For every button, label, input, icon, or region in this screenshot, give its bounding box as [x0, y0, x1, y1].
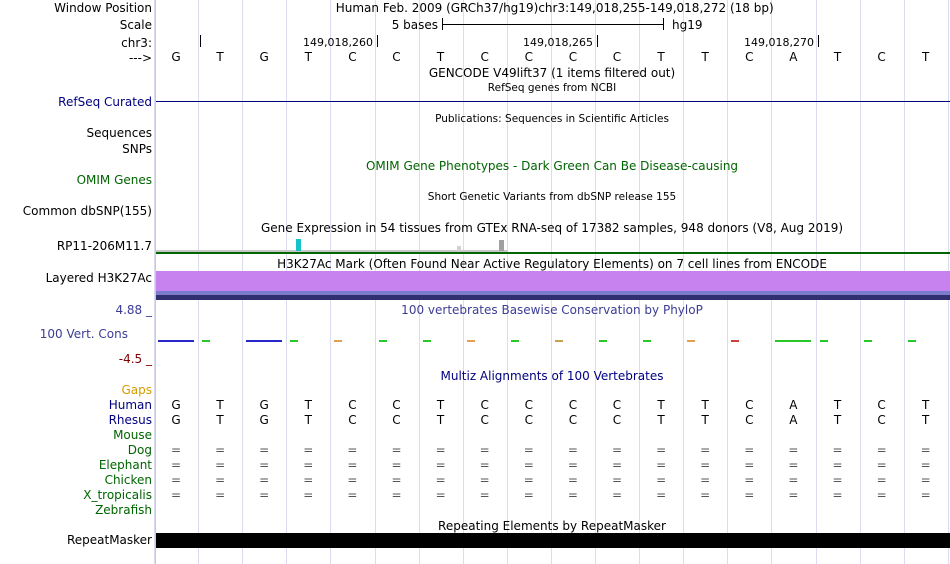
- alignment-base: T: [436, 413, 445, 427]
- alignment-base: =: [435, 443, 446, 457]
- alignment-base: =: [170, 473, 182, 487]
- species-label-zebrafish[interactable]: Zebrafish: [95, 503, 152, 517]
- reference-base: C: [877, 50, 886, 64]
- alignment-base: =: [876, 443, 887, 457]
- reference-base: T: [657, 50, 665, 64]
- scale-label: Scale: [119, 18, 152, 32]
- alignment-base: =: [391, 473, 402, 487]
- alignment-base: C: [745, 398, 754, 412]
- phylop-score-mark[interactable]: [511, 340, 519, 342]
- alignment-base: =: [876, 458, 887, 472]
- alignment-base: =: [832, 443, 843, 457]
- alignment-base: =: [303, 473, 314, 487]
- alignment-base: G: [259, 398, 269, 412]
- phylop-track-title: 100 vertebrates Basewise Conservation by PhyloP: [401, 303, 703, 317]
- reference-base: T: [216, 50, 224, 64]
- alignment-base: =: [170, 488, 182, 502]
- alignment-base: =: [611, 473, 623, 487]
- phylop-score-mark[interactable]: [423, 340, 431, 342]
- ruler-tick: [818, 35, 819, 47]
- alignment-base: C: [612, 398, 622, 412]
- gtex-expression-bar-grey[interactable]: [499, 240, 504, 251]
- ruler-position-label: 149,018,270: [744, 36, 814, 49]
- alignment-base: C: [480, 413, 489, 427]
- alignment-base: =: [391, 443, 402, 457]
- alignment-base: =: [259, 443, 270, 457]
- alignment-base: =: [347, 473, 358, 487]
- dbsnp-track-label[interactable]: Common dbSNP(155): [22, 204, 152, 218]
- alignment-base: =: [479, 458, 490, 472]
- phylop-min-label: -4.5 _: [118, 352, 152, 366]
- alignment-base: T: [657, 398, 665, 412]
- alignment-base: C: [877, 398, 886, 412]
- reference-base: C: [612, 50, 622, 64]
- alignment-base: =: [347, 488, 358, 502]
- refseq-gene-line[interactable]: [156, 101, 950, 102]
- snps-track-label[interactable]: SNPs: [122, 142, 152, 156]
- phylop-score-mark[interactable]: [599, 340, 607, 342]
- reference-base: C: [480, 50, 489, 64]
- alignment-base: =: [347, 458, 358, 472]
- gtex-baseline: [156, 252, 950, 254]
- alignment-base: =: [788, 458, 799, 472]
- alignment-base: =: [347, 443, 358, 457]
- alignment-base: =: [920, 473, 931, 487]
- species-label-dog[interactable]: Dog: [127, 443, 152, 457]
- reference-base: C: [392, 50, 401, 64]
- alignment-base: =: [744, 488, 755, 502]
- ruler-tick: [200, 35, 201, 47]
- alignment-base: =: [567, 458, 578, 472]
- alignment-base: G: [259, 413, 269, 427]
- db-label: hg19: [672, 18, 703, 32]
- h3k27ac-track-title: H3K27Ac Mark (Often Found Near Active Regulatory Elements) on 7 cell lines from ENCODE: [277, 257, 827, 271]
- reference-base: G: [171, 50, 181, 64]
- alignment-base: =: [700, 488, 711, 502]
- alignment-base: C: [392, 413, 401, 427]
- alignment-base: =: [832, 473, 843, 487]
- position-title[interactable]: chr3:149,018,255-149,018,272 (18 bp): [538, 1, 774, 15]
- alignment-base: =: [656, 473, 667, 487]
- phylop-score-mark[interactable]: [379, 340, 387, 342]
- alignment-base: =: [259, 473, 270, 487]
- alignment-base: =: [611, 488, 623, 502]
- alignment-base: =: [479, 488, 490, 502]
- species-label-mouse[interactable]: Mouse: [113, 428, 152, 442]
- repeatmasker-track-label[interactable]: RepeatMasker: [66, 533, 152, 547]
- alignment-base: C: [348, 398, 357, 412]
- alignment-base: =: [832, 458, 843, 472]
- sequences-track-label[interactable]: Sequences: [86, 126, 152, 140]
- alignment-base: =: [215, 473, 226, 487]
- alignment-base: =: [920, 488, 931, 502]
- chrom-label: chr3:: [121, 36, 152, 50]
- alignment-base: =: [523, 443, 534, 457]
- alignment-base: G: [171, 413, 181, 427]
- reference-base: C: [524, 50, 533, 64]
- alignment-base: =: [788, 488, 799, 502]
- omim-track-title: OMIM Gene Phenotypes - Dark Green Can Be Disease-causing: [365, 159, 739, 173]
- alignment-base: =: [523, 458, 534, 472]
- alignment-base: =: [435, 473, 446, 487]
- gtex-expression-bar-small[interactable]: [457, 246, 461, 251]
- alignment-base: T: [304, 398, 312, 412]
- h3k27ac-signal-layer3[interactable]: [156, 295, 950, 300]
- alignment-base: =: [700, 473, 711, 487]
- alignment-base: A: [789, 398, 798, 412]
- gtex-track-title: Gene Expression in 54 tissues from GTEx RNA-seq of 17382 samples, 948 donors (V8, Aug 2019): [260, 221, 844, 235]
- phylop-score-mark[interactable]: [334, 340, 342, 342]
- alignment-base: =: [656, 443, 667, 457]
- phylop-score-mark[interactable]: [555, 340, 563, 342]
- species-label-chicken[interactable]: Chicken: [104, 473, 152, 487]
- ruler-tick: [377, 35, 378, 47]
- gencode-track-title[interactable]: GENCODE V49lift37 (1 items filtered out): [428, 66, 676, 80]
- phylop-track-label[interactable]: 100 Vert. Cons: [39, 327, 128, 341]
- phylop-score-mark[interactable]: [820, 340, 828, 342]
- alignment-base: =: [700, 443, 711, 457]
- h3k27ac-signal[interactable]: [156, 271, 950, 291]
- alignment-base: T: [436, 398, 445, 412]
- publications-track-title: Publications: Sequences in Scientific Articles: [435, 113, 669, 125]
- alignment-base: T: [701, 398, 709, 412]
- scale-bar-end: [663, 18, 664, 30]
- alignment-base: =: [656, 458, 667, 472]
- ruler-position-label: 149,018,260: [303, 36, 373, 49]
- alignment-base: T: [922, 413, 930, 427]
- alignment-base: =: [479, 443, 490, 457]
- phylop-score-mark[interactable]: [290, 340, 298, 342]
- assembly-title[interactable]: Human Feb. 2009 (GRCh37/hg19): [335, 1, 539, 15]
- alignment-base: =: [611, 443, 623, 457]
- species-label-human[interactable]: Human: [108, 398, 152, 412]
- alignment-base: =: [567, 443, 578, 457]
- alignment-base: =: [215, 443, 226, 457]
- alignment-base: =: [259, 488, 270, 502]
- alignment-base: =: [876, 488, 887, 502]
- alignment-base: T: [833, 413, 842, 427]
- reference-base: T: [304, 50, 312, 64]
- alignment-base: =: [876, 473, 887, 487]
- species-label-rhesus[interactable]: Rhesus: [108, 413, 152, 427]
- gaps-label: Gaps: [121, 383, 152, 397]
- alignment-base: C: [480, 398, 489, 412]
- alignment-base: G: [171, 398, 181, 412]
- refseq-track-label[interactable]: RefSeq Curated: [58, 95, 152, 109]
- alignment-base: =: [303, 443, 314, 457]
- reference-base: C: [568, 50, 578, 64]
- reference-base: T: [922, 50, 930, 64]
- alignment-base: C: [877, 413, 886, 427]
- repeatmasker-track-title: Repeating Elements by RepeatMasker: [438, 519, 666, 533]
- alignment-base: =: [744, 473, 755, 487]
- refseq-track-subtitle: RefSeq genes from NCBI: [487, 82, 617, 94]
- scale-bar-start: [442, 18, 443, 30]
- scale-value: 5 bases: [391, 18, 438, 32]
- alignment-base: T: [304, 413, 312, 427]
- alignment-base: =: [567, 473, 578, 487]
- alignment-base: T: [922, 398, 930, 412]
- alignment-base: C: [524, 413, 533, 427]
- gtex-expression-bar[interactable]: [296, 239, 301, 251]
- ruler-tick: [597, 35, 598, 47]
- alignment-base: =: [259, 458, 270, 472]
- reference-base: G: [259, 50, 269, 64]
- alignment-base: =: [435, 458, 446, 472]
- multiz-track-title: Multiz Alignments of 100 Vertebrates: [440, 369, 664, 383]
- scale-bar: [442, 24, 664, 25]
- gtex-track-label[interactable]: RP11-206M11.7: [56, 239, 152, 253]
- species-label-elephant[interactable]: Elephant: [98, 458, 152, 472]
- omim-track-label[interactable]: OMIM Genes: [76, 173, 152, 187]
- phylop-score-mark[interactable]: [158, 340, 194, 342]
- alignment-base: =: [170, 458, 182, 472]
- species-label-x_tropicalis[interactable]: X_tropicalis: [83, 488, 152, 502]
- alignment-base: C: [568, 413, 578, 427]
- alignment-base: C: [392, 398, 401, 412]
- alignment-base: =: [303, 458, 314, 472]
- alignment-base: =: [744, 443, 755, 457]
- reference-base: T: [701, 50, 709, 64]
- alignment-base: =: [523, 473, 534, 487]
- alignment-base: =: [567, 488, 578, 502]
- alignment-base: =: [656, 488, 667, 502]
- phylop-score-mark[interactable]: [731, 340, 739, 342]
- reference-base: C: [348, 50, 357, 64]
- alignment-base: =: [788, 473, 799, 487]
- phylop-score-mark[interactable]: [643, 340, 651, 342]
- phylop-score-mark[interactable]: [687, 340, 695, 342]
- phylop-max-label: 4.88 _: [115, 303, 152, 317]
- alignment-base: A: [789, 413, 798, 427]
- phylop-score-mark[interactable]: [908, 340, 916, 342]
- alignment-base: =: [170, 443, 182, 457]
- alignment-base: T: [833, 398, 842, 412]
- reference-base: T: [436, 50, 445, 64]
- alignment-base: T: [701, 413, 709, 427]
- alignment-base: =: [391, 488, 402, 502]
- alignment-base: =: [479, 473, 490, 487]
- reference-base: C: [745, 50, 754, 64]
- alignment-base: =: [303, 488, 314, 502]
- reference-base: A: [789, 50, 798, 64]
- phylop-score-mark[interactable]: [864, 340, 872, 342]
- alignment-base: =: [435, 488, 446, 502]
- alignment-base: =: [215, 458, 226, 472]
- alignment-base: T: [216, 413, 224, 427]
- alignment-base: =: [920, 458, 931, 472]
- phylop-score-mark[interactable]: [202, 340, 210, 342]
- grid-line: [154, 0, 155, 564]
- alignment-base: =: [744, 458, 755, 472]
- h3k27ac-track-label[interactable]: Layered H3K27Ac: [45, 271, 152, 285]
- ruler-position-label: 149,018,265: [523, 36, 593, 49]
- alignment-base: =: [215, 488, 226, 502]
- alignment-base: =: [788, 443, 799, 457]
- phylop-score-mark[interactable]: [775, 340, 811, 342]
- alignment-base: C: [348, 413, 357, 427]
- alignment-base: C: [568, 398, 578, 412]
- alignment-base: C: [524, 398, 533, 412]
- window-position-label: Window Position: [54, 1, 152, 15]
- dbsnp-track-title: Short Genetic Variants from dbSNP release 155: [427, 191, 677, 203]
- alignment-base: C: [745, 413, 754, 427]
- reference-base: T: [833, 50, 842, 64]
- alignment-base: T: [657, 413, 665, 427]
- alignment-base: =: [920, 443, 931, 457]
- alignment-base: C: [612, 413, 622, 427]
- alignment-base: =: [523, 488, 534, 502]
- alignment-base: =: [391, 458, 402, 472]
- alignment-base: T: [216, 398, 224, 412]
- alignment-base: =: [700, 458, 711, 472]
- alignment-base: =: [832, 488, 843, 502]
- phylop-score-mark[interactable]: [467, 340, 475, 342]
- strand-arrow-label: --->: [128, 51, 152, 65]
- phylop-score-mark[interactable]: [246, 340, 282, 342]
- repeatmasker-element[interactable]: [156, 533, 950, 548]
- alignment-base: =: [611, 458, 623, 472]
